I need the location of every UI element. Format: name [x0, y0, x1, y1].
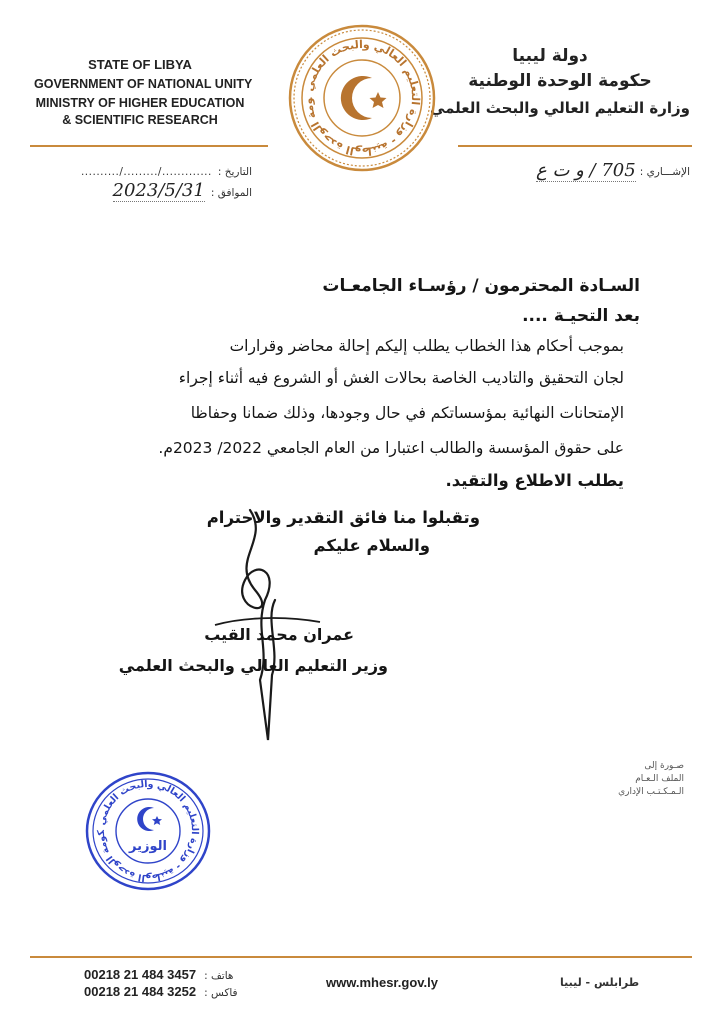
header-state: STATE OF LIBYA	[88, 57, 192, 72]
header-english-block	[34, 56, 253, 128]
header-divider	[30, 145, 268, 147]
signatory-title: وزير التعليم العالي والبحث العلمي	[118, 656, 388, 675]
footer-phone-label: هاتف :	[204, 970, 234, 982]
emblem-ring-text: ومة الوحدة الوطنية - وزارة التعليم العالي والبحث العلمي	[301, 37, 423, 159]
letter-closing-1: وتقبلوا منا فائق التقدير والاحترام	[206, 508, 480, 527]
footer-city: طرابلس - ليبيا	[560, 976, 640, 989]
body-line: لجان التحقيق والتاديب الخاصة بحالات الغش أو الشروع فيه أثناء إجراء	[178, 369, 624, 387]
header-state-ar: دولة ليبيا	[512, 46, 588, 66]
date-placeholder: ........../........./.............	[80, 166, 212, 178]
date-label: التاريخ :	[217, 166, 252, 178]
footer-phone: 00218 21 484 3457	[84, 967, 197, 982]
header-ministry-ar: وزارة التعليم العالي والبحث العلمي	[429, 99, 690, 117]
header-ministry-2: & SCIENTIFIC RESEARCH	[62, 113, 218, 127]
footer-fax-row	[84, 984, 238, 999]
corresponding-row	[52, 180, 252, 202]
body-line: بموجب أحكام هذا الخطاب يطلب إليكم إحالة محاضر وقرارات	[229, 337, 624, 355]
header-government: GOVERNMENT OF NATIONAL UNITY	[34, 77, 253, 91]
stamp-crescent-icon	[137, 807, 154, 831]
letter-greeting: بعد التحيـة ....	[522, 306, 640, 326]
date-row	[52, 166, 252, 178]
header-government-ar: حكومة الوحدة الوطنية	[468, 71, 652, 91]
ministry-emblem	[286, 22, 438, 174]
corresponding-label: الموافق :	[210, 187, 252, 199]
body-line: الإمتحانات النهائية بمؤسساتكم في حال وجودها، وذلك ضمانا وحفاظا	[190, 404, 624, 422]
signatory-name: عمران محمد القيب	[204, 625, 354, 644]
body-line: على حقوق المؤسسة والطالب اعتبارا من العام الجامعي 2022/ 2023م.	[158, 439, 624, 457]
copies-item: الملف الـعـام	[635, 774, 684, 784]
letter-request: يطلب الاطلاع والتقيد.	[445, 471, 624, 490]
footer-fax-label: فاكس :	[204, 987, 238, 999]
stamp-graphic	[84, 770, 212, 892]
footer-fax: 00218 21 484 3252	[84, 984, 197, 999]
letter-addressee: السـادة المحترمون / رؤسـاء الجامعـات	[322, 276, 640, 296]
stamp-ring-text: كومة الوحدة الوطنية - وزارة التعليم العالي والبحث العلمي	[95, 778, 201, 884]
copies-title: صـورة إلى	[644, 761, 684, 771]
header-divider-right	[458, 145, 692, 147]
copies-block	[554, 760, 684, 799]
header-arabic-block	[430, 44, 690, 121]
ref-label: الإشـــاري :	[639, 166, 690, 178]
copies-item: الـمـكـتـب الإداري	[618, 787, 684, 797]
stamp-star-icon	[152, 816, 162, 825]
letter-closing-2: والسلام عليكم	[313, 536, 430, 555]
footer-phone-row	[84, 967, 233, 982]
crescent-icon	[341, 76, 372, 120]
emblem-graphic	[286, 22, 438, 174]
ref-value: 705 / و ت ع	[536, 160, 636, 181]
footer-divider	[30, 956, 692, 958]
corresponding-value: 2023/5/31	[112, 180, 205, 201]
star-icon	[370, 92, 387, 108]
footer-website[interactable]: www.mhesr.gov.ly	[326, 975, 438, 990]
ref-row	[506, 160, 690, 182]
minister-stamp	[84, 770, 212, 892]
header-ministry: MINISTRY OF HIGHER EDUCATION	[35, 96, 245, 110]
stamp-center-text: الوزير	[129, 839, 167, 854]
